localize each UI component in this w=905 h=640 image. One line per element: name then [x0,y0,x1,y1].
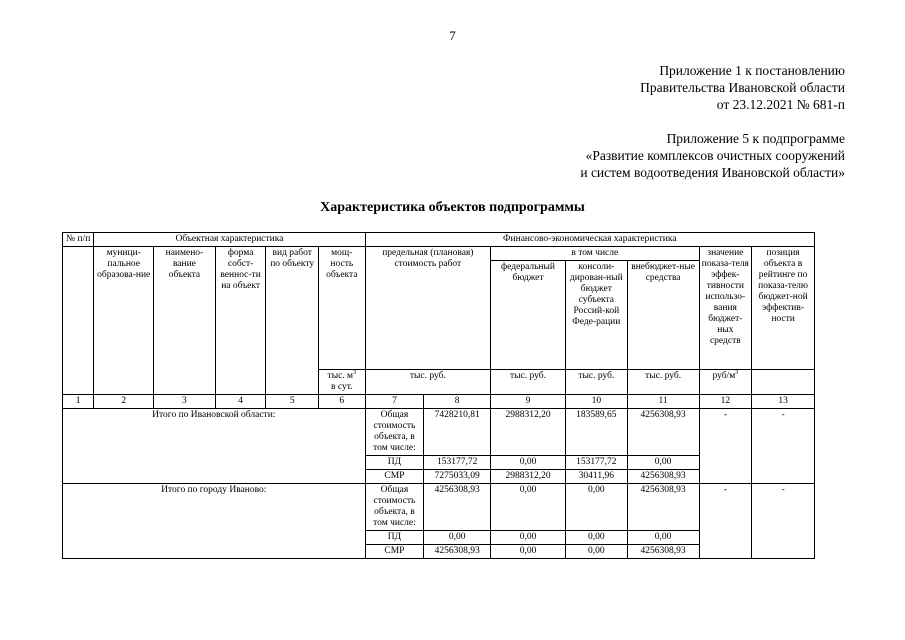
position-value: - [752,484,815,559]
cost-extra: 4256308,93 [627,409,699,456]
cost-kind: СМР [365,545,424,559]
cost-regional: 30411,96 [565,470,627,484]
col-number: 6 [319,395,366,409]
cost-regional: 183589,65 [565,409,627,456]
header-row-1 [63,233,815,247]
cost-kind: СМР [365,470,424,484]
cost-federal: 0,00 [491,456,566,470]
cost-regional: 0,00 [565,545,627,559]
col-number: 5 [266,395,319,409]
col-number: 7 [365,395,424,409]
cost-regional: 0,00 [565,531,627,545]
unit-capacity: тыс. $м^3$ в сут. [319,370,366,395]
appendix-1-line: Приложение 1 к постановлению [659,63,845,78]
appendix-1-block [640,62,845,113]
header-consolidated: консоли-дирован-ный бюджет субъекта Россий-кой Феде-рации [565,261,627,370]
appendix-5-line: и систем водоотведения Ивановской области» [580,165,845,180]
group-label: Итого по Ивановской области: [63,409,366,484]
indicator-value: - [699,409,752,484]
document-title: Характеристика объектов подпрограммы [320,200,585,215]
cost-total: 4256308,93 [424,545,491,559]
page-number: 7 [449,28,456,43]
col-number: 4 [215,395,266,409]
column-number-row [63,395,815,409]
cost-regional: 153177,72 [565,456,627,470]
cost-federal: 2988312,20 [491,409,566,456]
cost-total: 0,00 [424,531,491,545]
indicator-value: - [699,484,752,559]
cost-total: 4256308,93 [424,484,491,531]
cost-total: 7428210,81 [424,409,491,456]
cost-extra: 0,00 [627,531,699,545]
cost-extra: 4256308,93 [627,470,699,484]
objects-table [62,232,815,559]
header-extrabudget: внебюджет-ные средства [627,261,699,370]
header-including: в том числе [491,247,699,261]
cost-kind: Общая стоимость объекта, в том числе: [365,409,424,456]
cost-kind: ПД [365,456,424,470]
header-object-char: Объектная характеристика [94,233,365,247]
header-position: позиция объекта в рейтинге по показа-телю бюджет-ной эффектив-ности [752,247,815,370]
cost-federal: 2988312,20 [491,470,566,484]
cost-kind: ПД [365,531,424,545]
col-number: 1 [63,395,94,409]
table-row [63,484,815,531]
header-max-cost: предельная (плановая) стоимость работ [365,247,490,370]
unit-position [752,370,815,395]
cost-federal: 0,00 [491,484,566,531]
unit-consolidated: тыс. руб. [565,370,627,395]
header-num: № п/п [63,233,94,247]
appendix-5-block [580,130,845,181]
header-fin-char: Финансово-экономическая характеристика [365,233,814,247]
unit-max-cost: тыс. руб. [365,370,490,395]
appendix-1-line: Правительства Ивановской области [640,80,845,95]
unit-federal: тыс. руб. [491,370,566,395]
cost-total: 7275033,09 [424,470,491,484]
cost-kind: Общая стоимость объекта, в том числе: [365,484,424,531]
header-capacity: мощ-ность объекта [319,247,366,370]
col-number: 2 [94,395,154,409]
appendix-5-line: Приложение 5 к подпрограмме [666,131,845,146]
header-federal: федеральный бюджет [491,261,566,370]
col-number: 9 [491,395,566,409]
cost-extra: 0,00 [627,456,699,470]
cost-federal: 0,00 [491,545,566,559]
header-name: наимено-вание объекта [154,247,216,395]
col-number: 12 [699,395,752,409]
col-number: 8 [424,395,491,409]
header-municipal: муници-пальное образова-ние [94,247,154,395]
header-row-2 [63,247,815,261]
unit-extrabudget: тыс. руб. [627,370,699,395]
group-label: Итого по городу Иваново: [63,484,366,559]
appendix-1-line: от 23.12.2021 № 681-п [716,97,845,112]
cost-extra: 4256308,93 [627,484,699,531]
cost-regional: 0,00 [565,484,627,531]
cost-federal: 0,00 [491,531,566,545]
appendix-5-line: «Развитие комплексов очистных сооружений [585,148,845,163]
col-number: 3 [154,395,216,409]
cost-extra: 4256308,93 [627,545,699,559]
header-form: форма собст-веннос-ти на объект [215,247,266,395]
cost-total: 153177,72 [424,456,491,470]
col-number: 13 [752,395,815,409]
col-number: 10 [565,395,627,409]
col-number: 11 [627,395,699,409]
header-work-type: вид работ по объекту [266,247,319,395]
header-indicator: значение показа-теля эффек-тивности использо-вания бюджет-ных средств [699,247,752,370]
table-row [63,409,815,456]
position-value: - [752,409,815,484]
unit-indicator: руб/$м^3$ [699,370,752,395]
